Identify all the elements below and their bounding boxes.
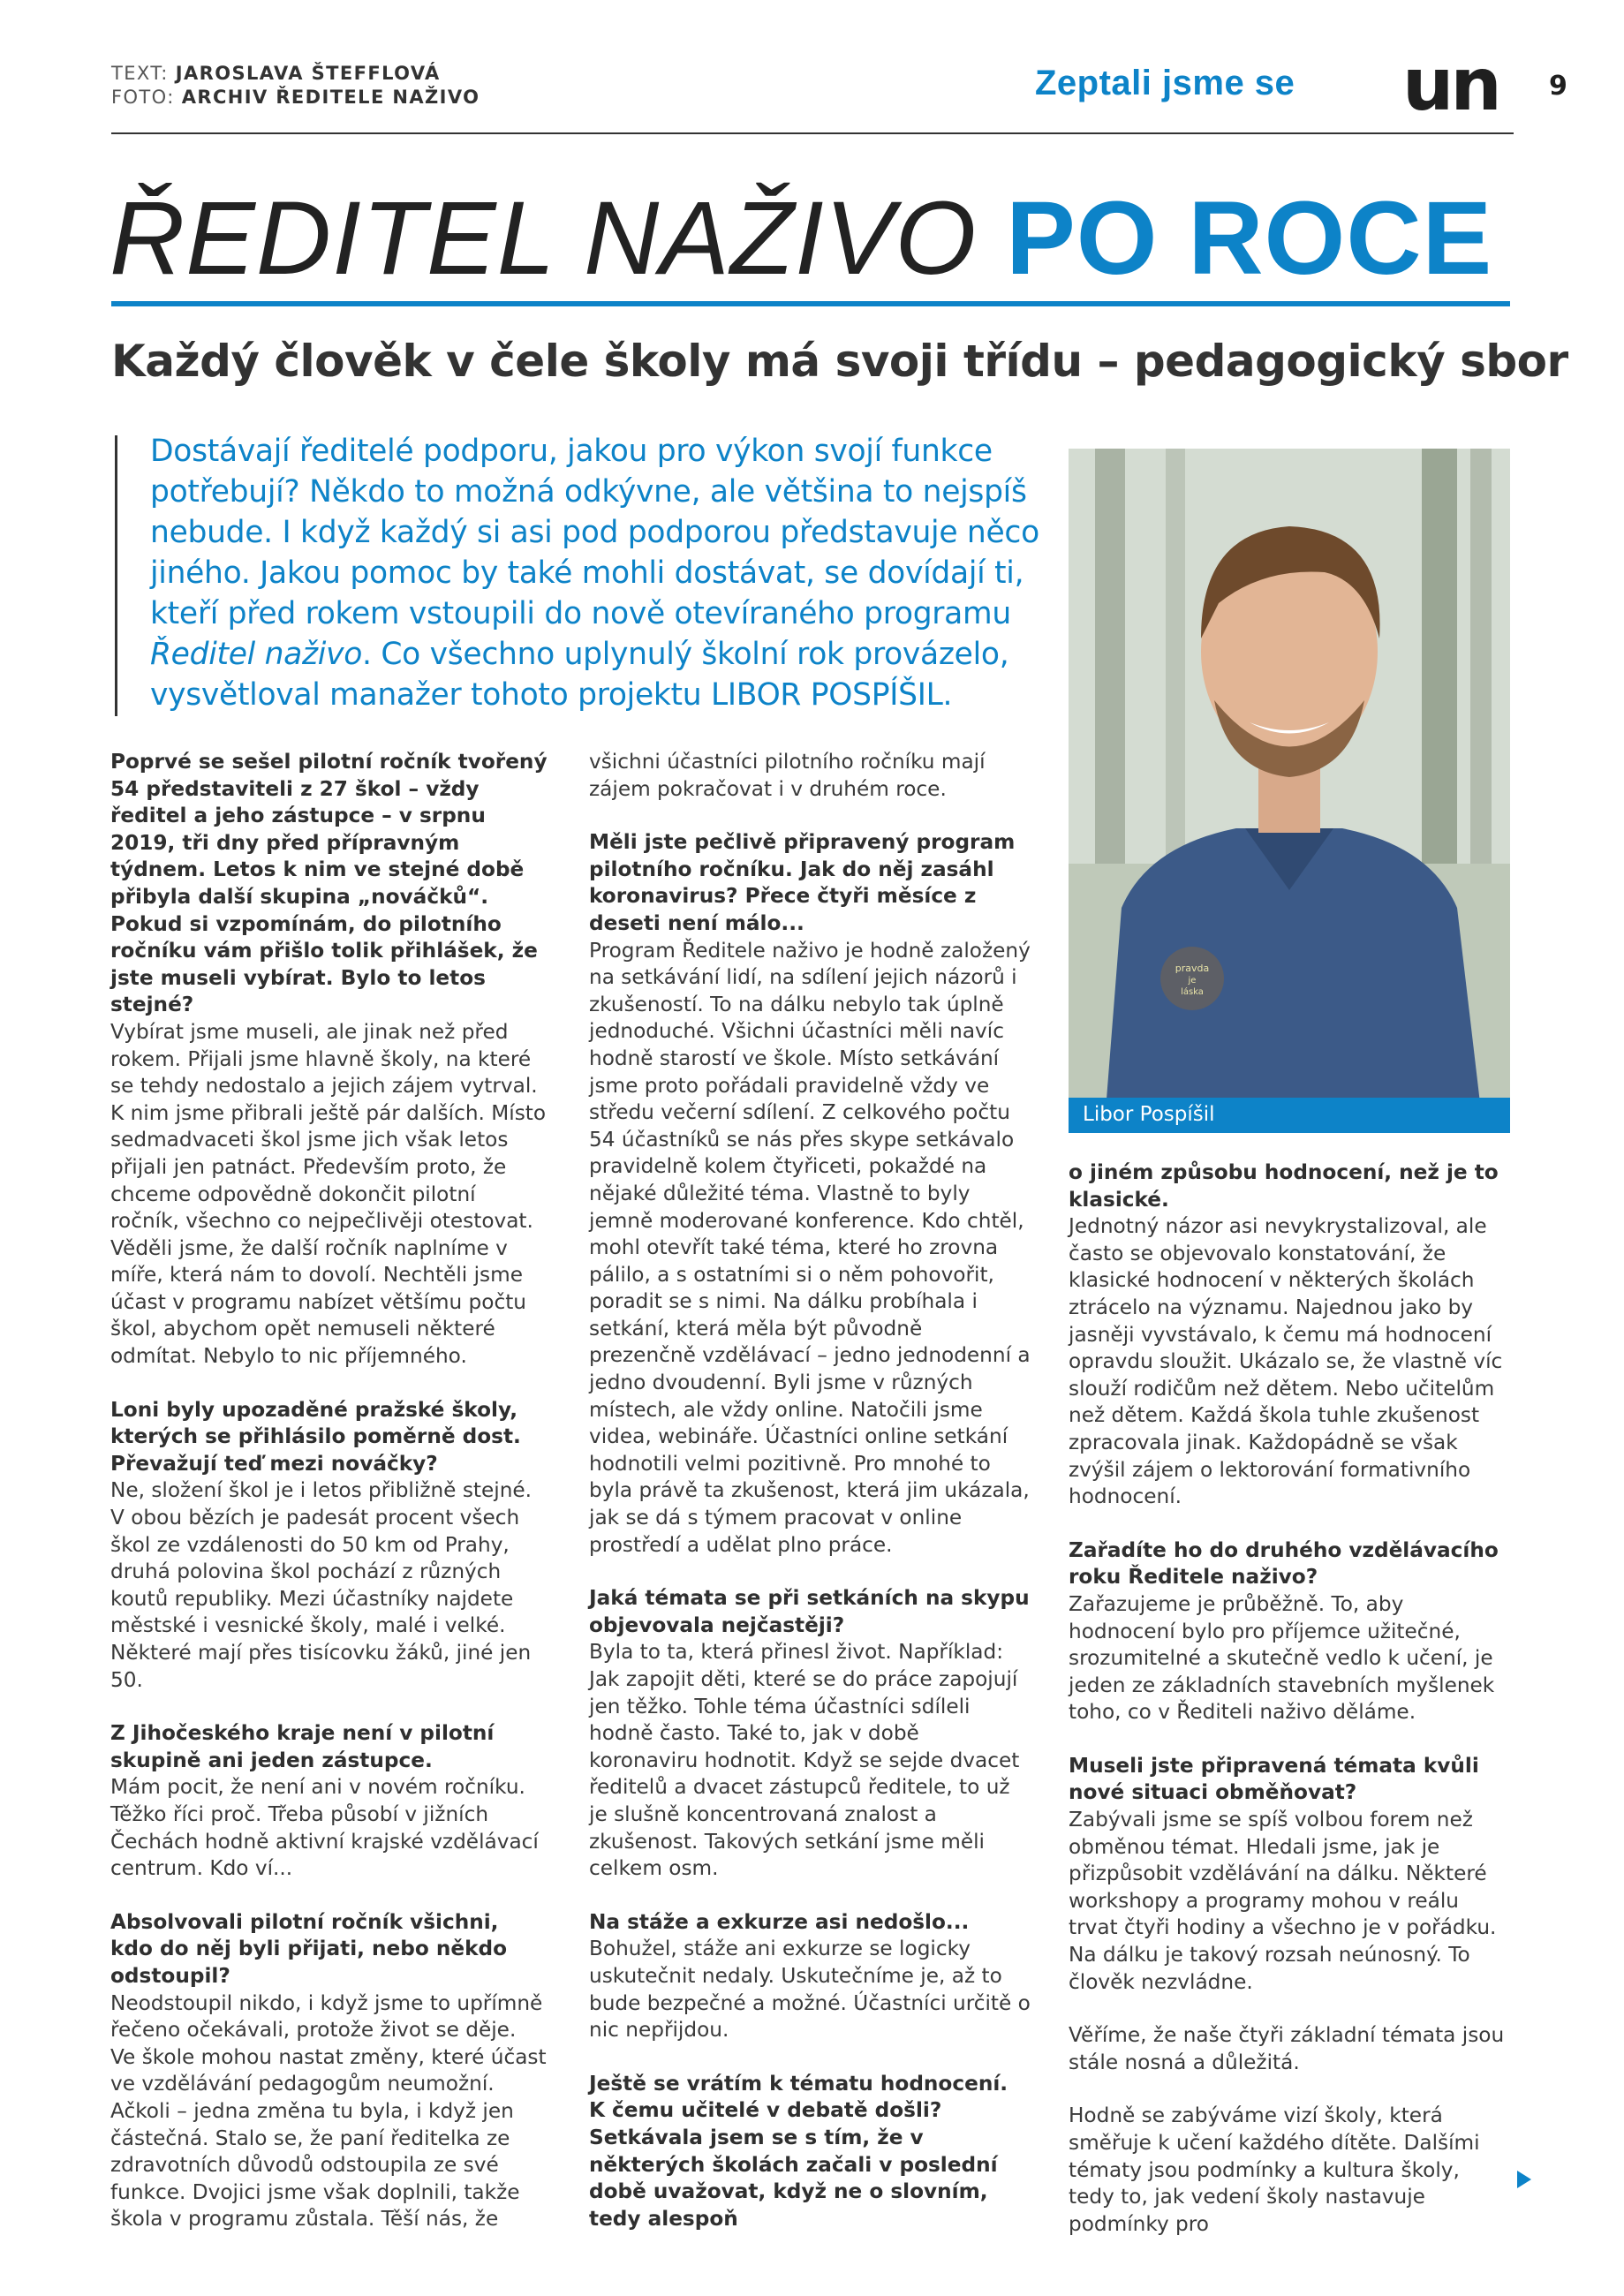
triangle-right-icon (1517, 2171, 1531, 2188)
column-2 (589, 749, 1031, 2232)
lead-program-name: Ředitel naživo (150, 637, 363, 672)
paragraph-gap (589, 2044, 1031, 2071)
interview-answer: Zařazujeme je průběžně. To, aby hodnocení bylo pro příjemce užitečné, srozumitelné a skutečně vedlo k učení, je jeden ze základních stavebních myšlenek toho, co v Řediteli naživo děláme. (1069, 1591, 1495, 1725)
credit-text-name: JAROSLAVA ŠTEFFLOVÁ (175, 63, 441, 84)
interview-answer: Bohužel, stáže ani exkurze se logicky uskutečnit nedaly. Uskutečníme je, až to bude bezpečné a možné. Účastníci určitě o nic nepřijdou. (589, 1937, 1031, 2043)
portrait-photo (1069, 449, 1510, 1133)
badge-text-3: láska (1181, 987, 1204, 997)
interview-answer: Program Ředitele naživo je hodně založený na setkávání lidí, na sdílení jejich názorů i zkušeností. To na dálku nebylo tak úplně jednoduché. Všichni účastníci měli navíc hodně starostí ve škole. Místo setkávání jsme proto pořádali pravidelně vždy ve středu večerní sdílení. Z celkového počtu 54 účastníků se nás přes skype setkávalo pravidelně kolem čtyřiceti, pokaždé na nějaké důležité téma. Vlastně to byly jemně moderované konference. Kdo chtěl, mohl otevřít také téma, které ho zrovna pálilo, a s ostatními si o něm pohovořit, poradit se s nimi. Na dálku probíhala i setkání, která měla být původně prezenčně vzdělávací – jedno jednodenní a jedno dvoudenní. Byli jsme v různých místech, ale vždy online. Natočili jsme videa, webináře. Účastníci online setkání hodnotili velmi pozitivně. Pro mnohé to byla právě ta zkušenost, která jim ukázala, jak se dá s týmem pracovat v online prostředí a udělat plno práce. (589, 938, 1031, 1557)
lead-paragraph (150, 431, 1042, 715)
interview-answer: Mám pocit, že není ani v novém ročníku. Těžko říci proč. Třeba působí v jižních Čechách hodně aktivní krajské vzdělávací centrum. Kdo ví... (110, 1775, 539, 1881)
paragraph-gap (1069, 1726, 1510, 1753)
photo-caption: Libor Pospíšil (1083, 1103, 1215, 1126)
section-title: Zeptali jsme se (1035, 64, 1295, 102)
interview-answer: Zabývali jsme se spíš volbou forem než obměnou témat. Hledali jsme, jak je přizpůsobit vzdělávání na dálku. Některé workshopy a programy mohou v reálu trvat čtyři hodiny a všechno je v pořádku. Na dálku je takový rozsah neúnosný. To člověk nezvládne. (1069, 1808, 1497, 1994)
badge-text-2: je (1188, 976, 1197, 986)
interview-answer: Hodně se zabýváme vizí školy, která směřuje k učení každého dítěte. Dalšími tématy jsou podmínky a kultura školy, tedy to, jak vedení školy nastavuje podmínky pro (1069, 2103, 1480, 2236)
headline-rule (111, 301, 1510, 306)
interview-answer: Ne, složení škol je i letos přibližně stejné. V obou bězích je padesát procent všech škol ze vzdálenosti do 50 km od Prahy, druhá polovina škol pochází z různých koutů republiky. Mezi účastníky najdete městské i vesnické školy, malé i velké. Některé mají přes tisícovku žáků, jiné jen 50. (110, 1478, 533, 1692)
interview-question: Jaká témata se při setkáních na skypu objevovala nejčastěji? (589, 1586, 1030, 1637)
lead-text-after: . Co všechno uplynulý školní rok provázelo, vysvětloval manažer tohoto projektu LIBOR POSPÍŠIL. (150, 637, 1009, 713)
interview-answer: Neodstoupil nikdo, i když jsme to upřímně řečeno očekávali, protože život se děje. Ve škole mohou nastat změny, které účast ve vzdělávání pedagogům neumožní. Ačkoli – jedna změna tu byla, i když jen částečná. Stalo se, že paní ředitelka ze zdravotních důvodů odstoupila ze své funkce. Dvojici jsme však doplnili, takže škola v programu zůstala. Těší nás, že (110, 1990, 547, 2232)
interview-answer: Byla to ta, která přinesl život. Například: Jak zapojit děti, které se do práce zapojují jen těžko. Tohle téma účastníci sdíleli hodně často. Také to, jak v době koronaviru hodnotit. Když se sejde dvacet ředitelů a dvacet zástupců ředitele, to už je slušně koncentrovaná znalost a zkušenost. Takových setkání jsme měli celkem osm. (589, 1640, 1020, 1881)
badge-text-1: pravda (1175, 963, 1210, 974)
interview-answer: všichni účastníci pilotního ročníku mají zájem pokračovat i v druhém roce. (589, 750, 986, 801)
magazine-logo: un (1402, 43, 1499, 127)
interview-question: Měli jste pečlivě připravený program pilotního ročníku. Jak do něj zasáhl koronavirus? Přece čtyři měsíce z deseti není málo... (589, 830, 1016, 935)
paragraph-gap (110, 1694, 548, 1720)
interview-question: Museli jste připravená témata kvůli nové situaci obměňovat? (1069, 1753, 1479, 1805)
interview-answer: Věříme, že naše čtyři základní témata jsou stále nosná a důležitá. (1069, 2023, 1505, 2074)
headline-part1: ŘEDITEL NAŽIVO (110, 180, 978, 297)
interview-answer: Vybírat jsme museli, ale jinak než před rokem. Přijali jsme hlavně školy, na které se tehdy nedostalo a jejich zájem vytrval. K nim jsme přibrali ještě pár dalších. Místo sedmadvaceti škol jsme jich však letos přijali jen patnáct. Především proto, že chceme odpovědně dokončit pilotní ročník, všechno co nejpečlivěji otestovat. Věděli jsme, že další ročník naplníme v míře, která nám to dovolí. Nechtěli jsme účast v programu nabízet většímu počtu škol, abychom opět nemuseli některé odmítat. Nebylo to nic příjemného. (110, 1019, 547, 1369)
column-1 (110, 749, 548, 2233)
credits (111, 62, 480, 110)
credit-text (111, 62, 480, 86)
headline (110, 181, 1492, 296)
credit-text-label: TEXT: (111, 63, 169, 84)
credit-photo-name: ARCHIV ŘEDITELE NAŽIVO (181, 87, 480, 108)
interview-answer: Jednotný názor asi nevykrystalizoval, ale často se objevovalo konstatování, že klasické hodnocení v některých školách ztrácelo na významu. Najednou jako by jasněji vyvstávalo, k čemu má hodnocení opravdu sloužit. Ukázalo se, že vlastně víc slouží rodičům než dětem. Nebo učitelům než dětem. Každá škola tuhle zkušenost zpracovala jinak. Každopádně se však zvýšil zájem o lektorování formativního hodnocení. (1069, 1214, 1503, 1509)
credit-photo (111, 86, 480, 110)
header-rule (111, 132, 1514, 134)
interview-question: Zařadíte ho do druhého vzdělávacího roku Ředitele naživo? (1069, 1537, 1499, 1590)
interview-question: Z Jihočeského kraje není v pilotní skupině ani jeden zástupce. (110, 1721, 495, 1772)
paragraph-gap (110, 1883, 548, 1909)
paragraph-gap (1069, 1996, 1510, 2022)
paragraph-gap (1069, 1511, 1510, 1537)
paragraph-gap (589, 1559, 1031, 1585)
interview-question: Absolvovali pilotní ročník všichni, kdo do něj byli přijati, nebo někdo odstoupil? (110, 1909, 508, 1988)
interview-question: Na stáže a exkurze asi nedošlo... (589, 1909, 970, 1934)
credit-photo-label: FOTO: (111, 87, 175, 108)
lead-bar (115, 435, 117, 716)
portrait-illustration (1069, 449, 1510, 1133)
subheadline: Každý člověk v čele školy má svoji třídu – pedagogický sbor (111, 336, 1568, 387)
paragraph-gap (1069, 2076, 1510, 2103)
interview-question: o jiném způsobu hodnocení, než je to klasické. (1069, 1160, 1499, 1212)
column-3 (1069, 1159, 1510, 2238)
interview-question: Poprvé se sešel pilotní ročník tvořený 54 představiteli z 27 škol – vždy ředitel a jeho zástupce – v srpnu 2019, tři dny před přípravným týdnem. Letos k nim ve stejné době přibyla další skupina „nováčků“. Pokud si vzpomínám, do pilotního ročníku vám přišlo tolik přihlášek, že jste museli vybírat. Bylo to letos stejné? (110, 750, 548, 1017)
headline-part2: PO ROCE (1006, 180, 1493, 297)
page-number: 9 (1549, 71, 1567, 102)
paragraph-gap (110, 1371, 548, 1397)
interview-question: Ještě se vrátím k tématu hodnocení. K čemu učitelé v debatě došli? Setkávala jsem se s tím, že v některých školách začali v poslední době uvažovat, když ne o slovním, tedy alespoň (589, 2071, 1008, 2231)
interview-question: Loni byly upozaděné pražské školy, kterých se přihlásilo poměrně dost. Převažují teď mezi nováčky? (110, 1397, 521, 1476)
paragraph-gap (589, 803, 1031, 829)
lead-text-before: Dostávají ředitelé podporu, jakou pro výkon svojí funkce potřebují? Někdo to možná odkývne, ale většina to nejspíš nebude. I když každý si asi pod podporou představuje něco jiného. Jakou pomoc by také mohli dostávat, se dovídají ti, kteří před rokem vstoupili do nově otevíraného programu (150, 434, 1039, 631)
paragraph-gap (589, 1883, 1031, 1909)
